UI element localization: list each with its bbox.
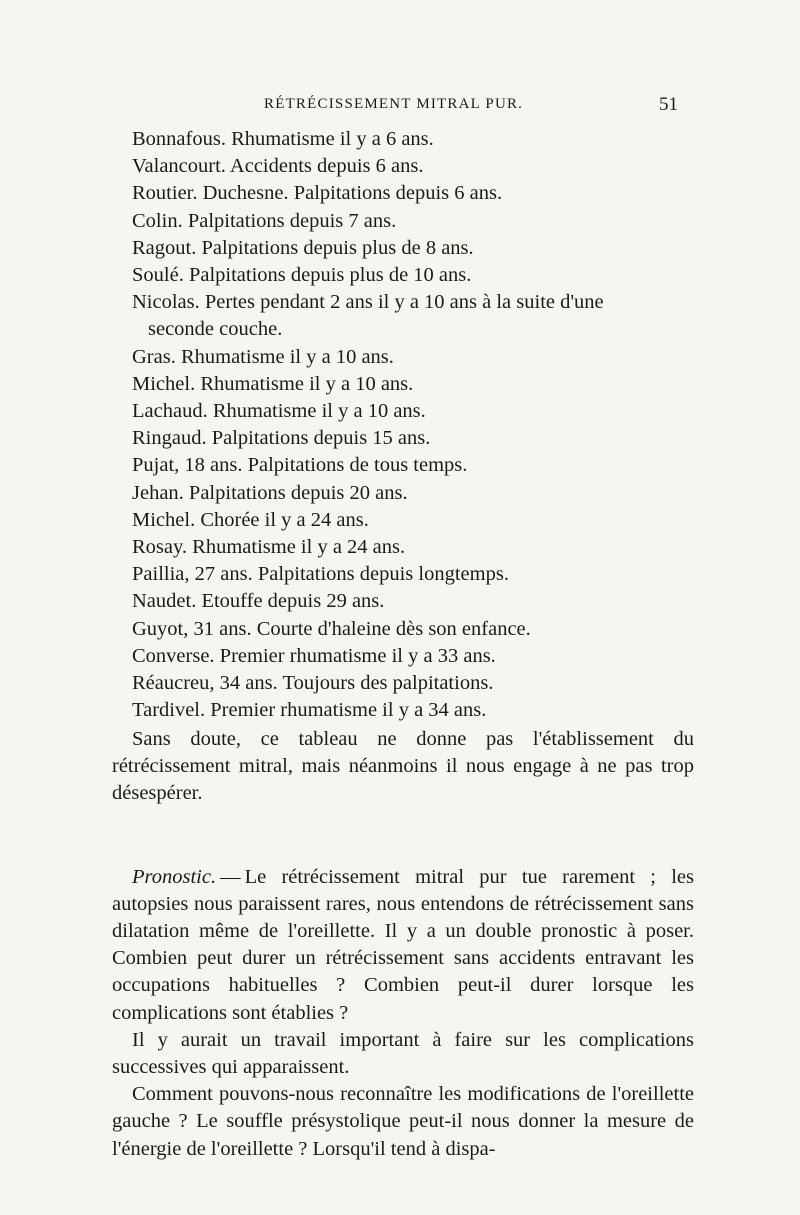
case-entry: Converse. Premier rhumatisme il y a 33 ans. [132, 644, 496, 667]
case-entry: Jehan. Palpitations depuis 20 ans. [132, 481, 408, 504]
case-entry: Réaucreu, 34 ans. Toujours des palpitations. [132, 672, 494, 695]
case-entry: Ringaud. Palpitations depuis 15 ans. [132, 427, 431, 450]
case-entry: Soulé. Palpitations depuis plus de 10 ans. [132, 264, 472, 287]
body-text [112, 726, 694, 1163]
pronostic-label: Pronostic. [132, 865, 217, 888]
pronostic-paragraph [112, 864, 694, 1027]
case-entry: Gras. Rhumatisme il y a 10 ans. [132, 345, 394, 368]
em-dash: — [220, 865, 241, 888]
case-entry: Bonnafous. Rhumatisme il y a 6 ans. [132, 128, 434, 150]
paragraph: Comment pouvons-nous reconnaître les modifications de l'oreillette gauche ? Le souffle présystolique peut-il nous donner la mesure de l'énergie de l'oreillette ? Lorsqu'il tend à dispa- [112, 1083, 694, 1160]
case-entry: Routier. Duchesne. Palpitations depuis 6 ans. [132, 182, 503, 205]
case-entry: Nicolas. Pertes pendant 2 ans il y a 10 ans à la suite d'une [132, 291, 604, 314]
case-entry: Rosay. Rhumatisme il y a 24 ans. [132, 536, 406, 559]
running-title: RÉTRÉCISSEMENT MITRAL PUR. [264, 96, 524, 112]
case-entry: Guyot, 31 ans. Courte d'haleine dès son enfance. [132, 617, 531, 640]
case-entry: Lachaud. Rhumatisme il y a 10 ans. [132, 400, 426, 423]
page-header [118, 96, 678, 122]
case-entry: Michel. Rhumatisme il y a 10 ans. [132, 372, 414, 395]
case-entry: Colin. Palpitations depuis 7 ans. [132, 209, 397, 232]
conclusion-paragraph: Sans doute, ce tableau ne donne pas l'établissement du rétrécissement mitral, mais néanmoins il nous engage à ne pas trop désespérer. [112, 728, 694, 805]
case-entry: Naudet. Etouffe depuis 29 ans. [132, 590, 385, 613]
case-entry-continuation: seconde couche. [148, 318, 283, 341]
pronostic-text: Le rétrécissement mitral pur tue rarement ; les autopsies nous paraissent rares, nous entendons de rétrécissement sans dilatation même de l'oreillette. Il y a un double pronostic à poser. Combien peut durer un rétrécissement sans accidents entravant les occupations habituelles ? Combien peut-il durer lorsque les complications sont établies ? [112, 865, 694, 1024]
case-entry: Valancourt. Accidents depuis 6 ans. [132, 155, 424, 178]
page-number: 51 [659, 94, 678, 115]
case-entry: Paillia, 27 ans. Palpitations depuis longtemps. [132, 563, 509, 586]
paragraph: Il y aurait un travail important à faire sur les complications successives qui apparaissent. [112, 1028, 694, 1079]
case-entry: Tardivel. Premier rhumatisme il y a 34 ans. [132, 699, 487, 722]
section-gap [112, 808, 694, 864]
case-entry: Michel. Chorée il y a 24 ans. [132, 508, 369, 531]
case-list [132, 126, 692, 724]
case-entry: Pujat, 18 ans. Palpitations de tous temps. [132, 454, 468, 477]
case-entry: Ragout. Palpitations depuis plus de 8 ans. [132, 236, 474, 259]
